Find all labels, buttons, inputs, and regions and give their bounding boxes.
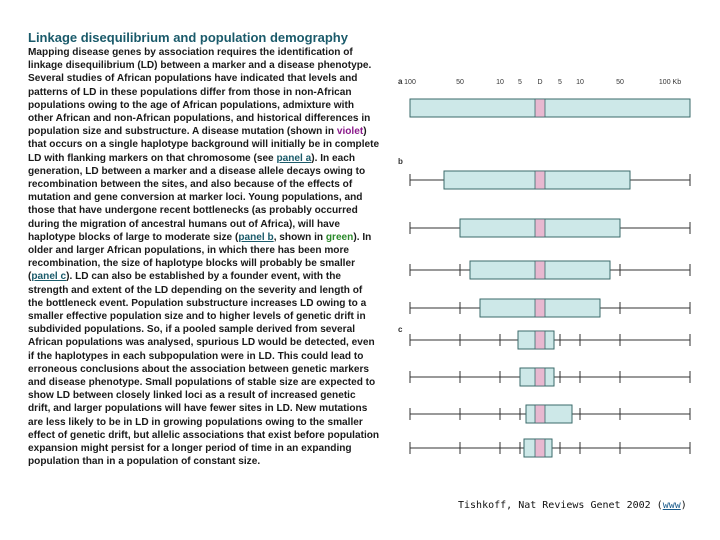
- panel-label-c: c: [398, 325, 403, 334]
- panel-b-link[interactable]: panel b: [238, 231, 274, 243]
- citation-text: Tishkoff, Nat Reviews Genet 2002 (: [458, 500, 663, 511]
- disease-mutation: [535, 171, 545, 189]
- panel-a-link[interactable]: panel a: [276, 152, 312, 164]
- haplotype-block: [410, 99, 690, 117]
- disease-mutation: [535, 219, 545, 237]
- citation-www-link[interactable]: www: [662, 500, 681, 511]
- violet-term: violet: [336, 126, 364, 138]
- disease-mutation: [535, 439, 545, 457]
- haplotype-block: [526, 405, 572, 423]
- scale-label: 5: [518, 79, 522, 86]
- disease-mutation: [535, 299, 545, 317]
- disease-mutation: [535, 331, 545, 349]
- green-term: green: [325, 231, 354, 243]
- scale-label: 100: [404, 79, 416, 86]
- scale-label: 5: [558, 79, 562, 86]
- body-part-3: ). In each generation, LD between a marker and a disease allele decays owing to recombination between the sites, and also because of the effects of mutation and gene conversion at marker loci. Young populations, and those that have undergone recent bottlenecks (as probably occurred during the migration of ancestral humans out of Africa), will have haplotype blocks of large to moderate size (: [28, 152, 366, 243]
- scale-label: D: [537, 79, 543, 86]
- haplotype-block-figure: [394, 72, 704, 492]
- body-part-5: ). In older and larger African populations, in which there has been more recombination, the size of haplotype blocks will probably be smaller (: [28, 231, 372, 283]
- panel-c-link[interactable]: panel c: [31, 271, 67, 283]
- body-part-1: Mapping disease genes by association requires the identification of linkage disequilibrium (LD) between a marker and a disease phenotype. Several studies of African populations have indicated that levels and patterns of LD in these populations differ from those in non-African populations owing to the age of African populations, admixture with other African and non-African populations, and historical differences in population size and substructure. A disease mutation (shown in: [28, 47, 372, 138]
- body-part-2: ) that occurs on a single haplotype background will initially be in complete LD with flanking markers on that chromosome (see: [28, 126, 380, 164]
- body-paragraph: [28, 46, 380, 469]
- slide-title: Linkage disequilibrium and population demography: [28, 30, 348, 45]
- disease-mutation: [535, 405, 545, 423]
- scale-label: 10: [576, 79, 584, 86]
- citation: [458, 500, 687, 511]
- panel-label-b: b: [398, 157, 403, 166]
- disease-mutation: [535, 99, 545, 117]
- scale-label: 50: [616, 79, 624, 86]
- disease-mutation: [535, 261, 545, 279]
- scale-label: 10: [496, 79, 504, 86]
- scale-label: 50: [456, 79, 464, 86]
- citation-close: ): [680, 500, 687, 511]
- disease-mutation: [535, 368, 545, 386]
- scale-label: 100 Kb: [658, 79, 682, 86]
- body-part-4: , shown in: [273, 231, 326, 243]
- panel-label-a: a: [398, 77, 403, 86]
- body-part-6: ). LD can also be established by a founder event, with the strength and extent of the LD depending on the severity and length of the bottleneck event. Population substructure increases LD owing to a smaller effective population size and to higher levels of genetic drift in subdivided populations. So, if a pooled sample derived from several African populations was analysed, spurious LD would be detected, even if the haplotypes in each subpopulation were in LD. This could lead to erroneous conclusions about the association between genetic markers and disease phenotype. Small populations of stable size are expected to show LD between closely linked loci as a result of increased genetic drift, and larger populations will have fewer sites in LD. New mutations are less likely to be in LD in growing populations owing to the smaller effect of genetic drift, but allelic associations that exist before population expansion might persist for a longer period of time in an expanding population than in a population of constant size.: [28, 271, 380, 468]
